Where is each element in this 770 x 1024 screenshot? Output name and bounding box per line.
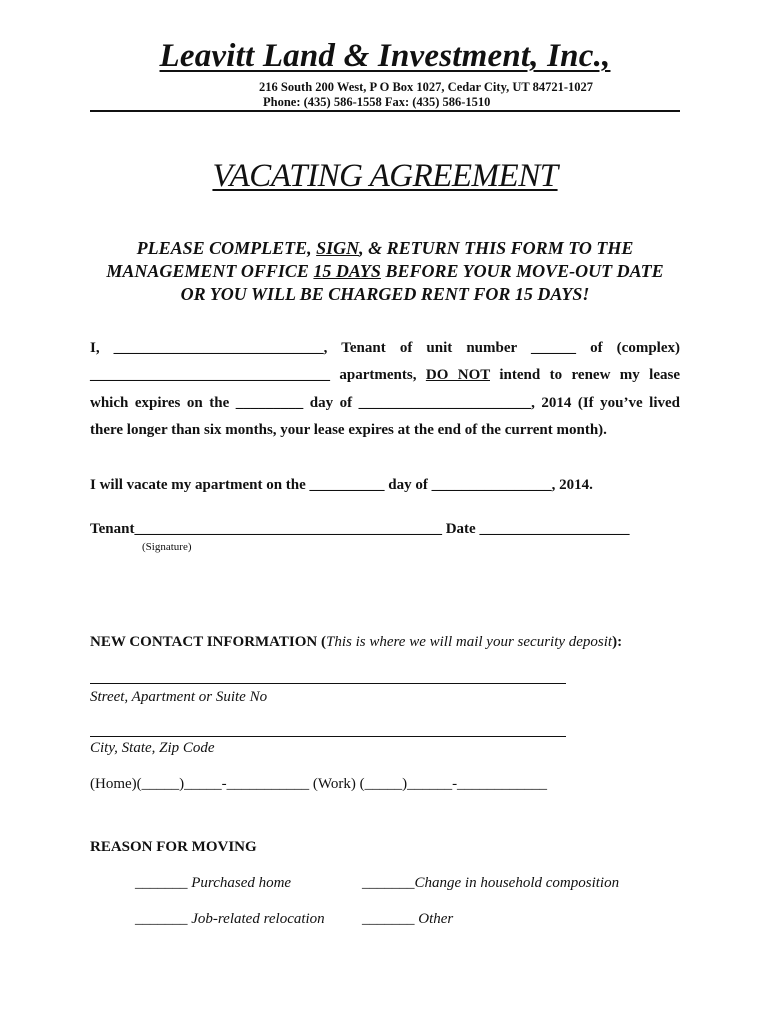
company-address: 216 South 200 West, P O Box 1027, Cedar City, UT 84721-1027	[259, 80, 594, 94]
notice-sign-emphasis: SIGN	[316, 238, 360, 258]
do-not-emphasis: DO NOT	[425, 367, 490, 383]
reason-option-household-change[interactable]: _______Change in household composition	[362, 875, 620, 891]
street-label: Street, Apartment or Suite No	[90, 689, 268, 705]
city-label: City, State, Zip Code	[90, 740, 215, 756]
reason-option-job-relocation[interactable]: _______ Job-related relocation	[135, 911, 325, 927]
reason-option-other[interactable]: _______ Other	[362, 911, 454, 927]
agreement-line-2[interactable]: ________________________________ apartments, DO NOT intend to renew my lease	[90, 367, 680, 383]
contact-heading-note: This is where we will mail your security deposit	[326, 634, 613, 650]
notice-days-emphasis: 15 DAYS	[313, 261, 381, 281]
agreement-line-1[interactable]: I, ____________________________, Tenant of unit number ______ of (complex)	[90, 340, 680, 356]
vacate-date-line[interactable]: I will vacate my apartment on the __________ day of ________________, 2014.	[90, 477, 593, 493]
notice-line-2: MANAGEMENT OFFICE 15 DAYS BEFORE YOUR MOVE-OUT DATE	[106, 261, 664, 281]
signature-caption: (Signature)	[142, 541, 192, 553]
header-divider	[90, 110, 680, 112]
agreement-line-4: there longer than six months, your lease expires at the end of the current month).	[90, 422, 607, 438]
notice-line-3: OR YOU WILL BE CHARGED RENT FOR 15 DAYS!	[180, 284, 590, 304]
document-title: VACATING AGREEMENT	[212, 158, 558, 194]
street-input-line[interactable]	[90, 683, 566, 684]
company-name: Leavitt Land & Investment, Inc.,	[159, 38, 611, 74]
contact-heading: NEW CONTACT INFORMATION (This is where we will mail your security deposit):	[90, 634, 623, 650]
tenant-signature-line[interactable]: Tenant_________________________________________ Date ____________________	[90, 521, 630, 537]
agreement-line-3[interactable]: which expires on the _________ day of _______________________, 2014 (If you’ve lived	[90, 395, 680, 411]
reason-heading: REASON FOR MOVING	[90, 839, 257, 855]
reason-option-purchased-home[interactable]: _______ Purchased home	[135, 875, 292, 891]
notice-line-1: PLEASE COMPLETE, SIGN, & RETURN THIS FORM TO THE	[136, 238, 634, 258]
city-input-line[interactable]	[90, 736, 566, 737]
company-phone-fax: Phone: (435) 586-1558 Fax: (435) 586-1510	[263, 95, 491, 109]
phone-line[interactable]: (Home)(_____)_____-___________ (Work) (_____)______-____________	[90, 776, 548, 792]
